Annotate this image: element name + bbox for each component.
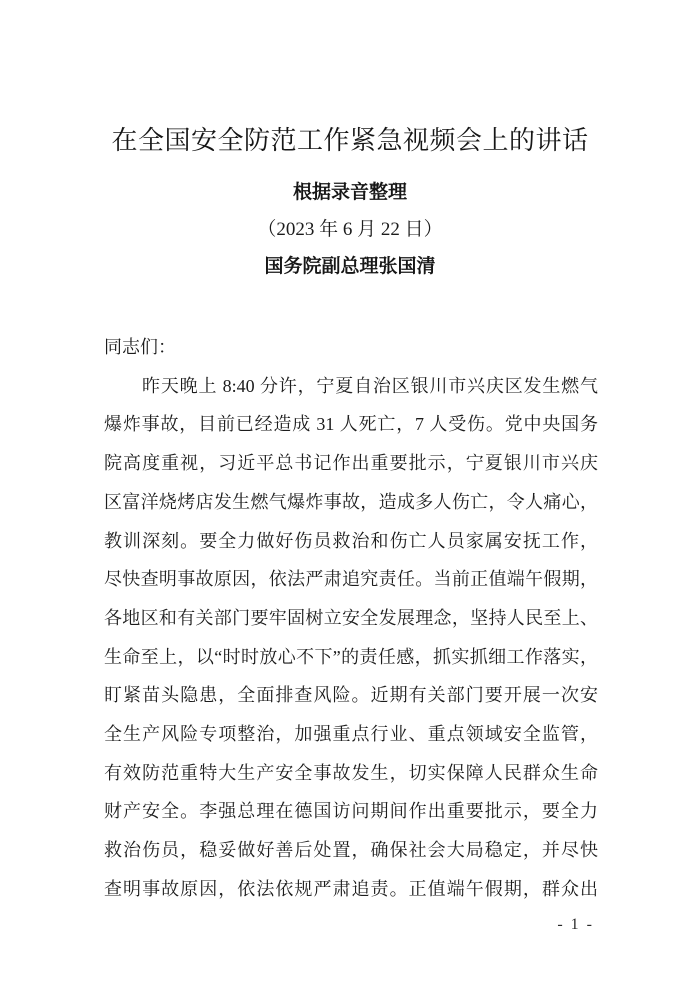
body-line: 各地区和有关部门要牢固树立安全发展理念，坚持人民至上、 bbox=[104, 607, 598, 628]
body-line: 院高度重视，习近平总书记作出重要批示，宁夏银川市兴庆 bbox=[104, 453, 598, 474]
salutation: 同志们： bbox=[104, 337, 176, 357]
body-line: 生命至上，以“时时放心不下”的责任感，抓实抓细工作落实， bbox=[104, 646, 598, 667]
document-date: （2023 年 6 月 22 日） bbox=[257, 219, 443, 240]
body-paragraph bbox=[104, 367, 598, 909]
body-line: 有效防范重特大生产安全事故发生，切实保障人民群众生命 bbox=[104, 762, 598, 783]
body-line: 盯紧苗头隐患，全面排查风险。近期有关部门要开展一次安 bbox=[104, 685, 598, 706]
author-line: 国务院副总理张国清 bbox=[264, 256, 436, 277]
body-line: 昨天晚上 8:40 分许，宁夏自治区银川市兴庆区发生燃气 bbox=[142, 375, 598, 396]
body-line: 教训深刻。要全力做好伤员救治和伤亡人员家属安抚工作， bbox=[104, 530, 598, 551]
body-line: 全生产风险专项整治，加强重点行业、重点领域安全监管， bbox=[104, 724, 598, 745]
body-line: 救治伤员，稳妥做好善后处置，确保社会大局稳定，并尽快 bbox=[104, 840, 598, 861]
source-note: 根据录音整理 bbox=[292, 182, 407, 203]
body-line: 爆炸事故，目前已经造成 31 人死亡，7 人受伤。党中央国务 bbox=[104, 414, 598, 435]
body-line: 尽快查明事故原因，依法严肃追究责任。当前正值端午假期， bbox=[104, 569, 598, 590]
page-number: - 1 - bbox=[557, 916, 594, 933]
body-line: 区富洋烧烤店发生燃气爆炸事故，造成多人伤亡，令人痛心， bbox=[104, 491, 598, 512]
document-body bbox=[104, 328, 598, 909]
body-line: 查明事故原因，依法依规严肃追责。正值端午假期，群众出 bbox=[104, 878, 598, 899]
document-title: 在全国安全防范工作紧急视频会上的讲话 bbox=[111, 126, 589, 155]
body-line: 财产安全。李强总理在德国访问期间作出重要批示，要全力 bbox=[104, 801, 598, 822]
